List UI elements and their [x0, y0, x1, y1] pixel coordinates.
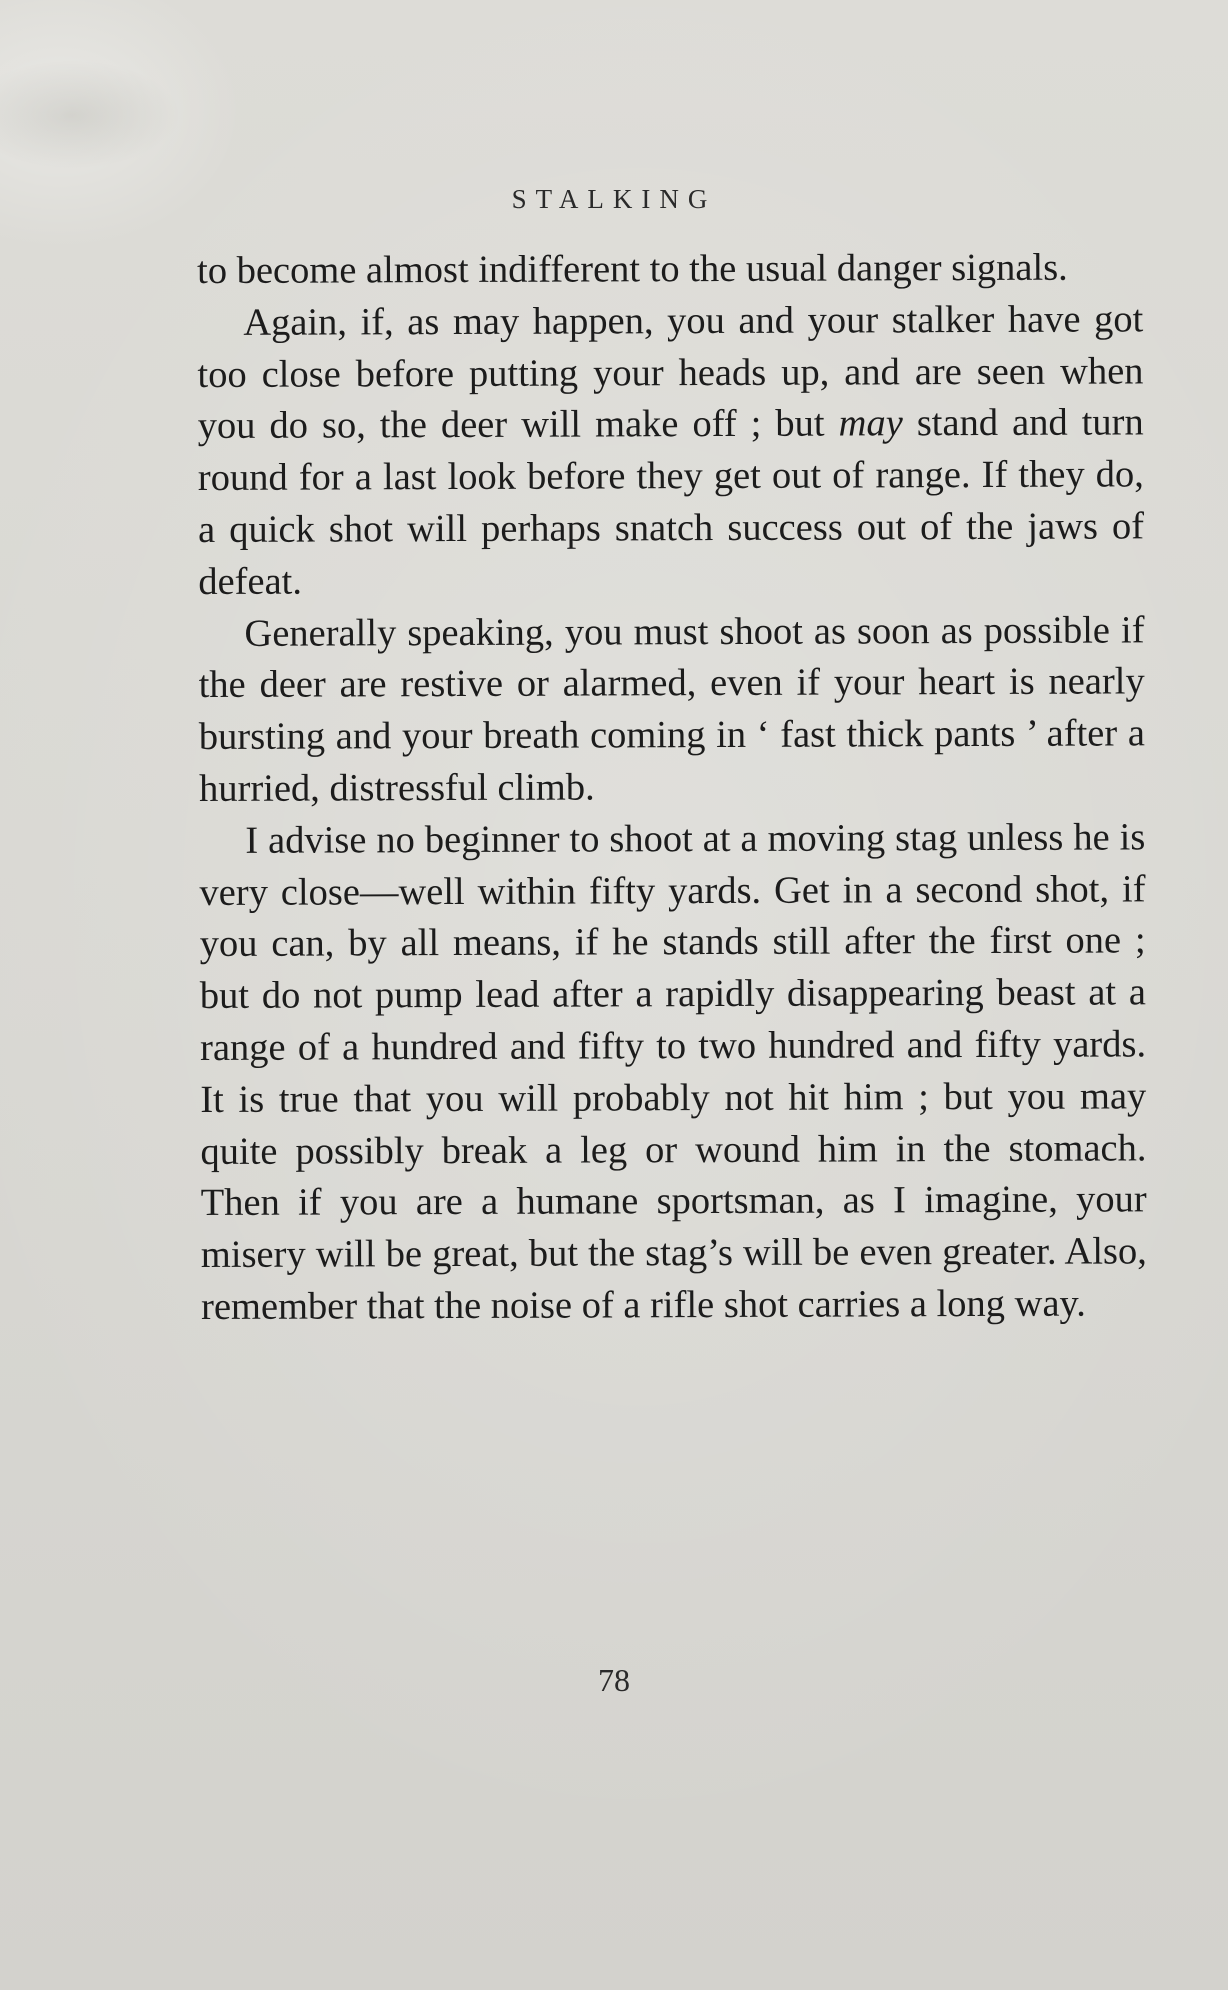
text-run: stand and turn round for a last look before they get out of range. If they do, a quick shot will perhaps snatch success out of the jaws of defeat.: [197, 401, 1145, 603]
text-run: Again, if, as may happen, you and your stalker have got too close before putting your heads up, and are seen when you do so, the deer will make off ; but: [197, 298, 1144, 448]
italic-text: may: [838, 402, 903, 445]
text-run: to become almost indifferent to the usual danger signals.: [197, 246, 1068, 292]
page-number: 78: [598, 1662, 630, 1698]
paragraph: [197, 294, 1144, 608]
text-run: I advise no beginner to shoot at a moving stag unless he is very close—well within fifty yards. Get in a second shot, if you can, by all means, if he stands still after the first one ; but do not pump lead after a rapidly disappearing beast at a range of a hundred and fifty to two hundred and fifty yards. It is true that you will probably not hit him ; but you may quite possibly break a leg or wound him in the stomach. Then if you are a humane sportsman, as I imagine, your misery will be great, but the stag’s will be even greater. Also, remember that the noise of a rifle shot carries a long way.: [199, 816, 1147, 1328]
paragraph: [197, 242, 1143, 297]
running-head: STALKING: [511, 184, 717, 214]
paragraph: [198, 605, 1145, 816]
text-run: Generally speaking, you must shoot as soon as possible if the deer are restive or alarmed, even if your heart is nearly bursting and your breath coming in ‘ fast thick pants ’ after a hurried, distressful climb.: [198, 608, 1145, 810]
body-text: [197, 242, 1147, 1333]
paper-stain: [0, 60, 180, 170]
paragraph: [199, 812, 1147, 1334]
